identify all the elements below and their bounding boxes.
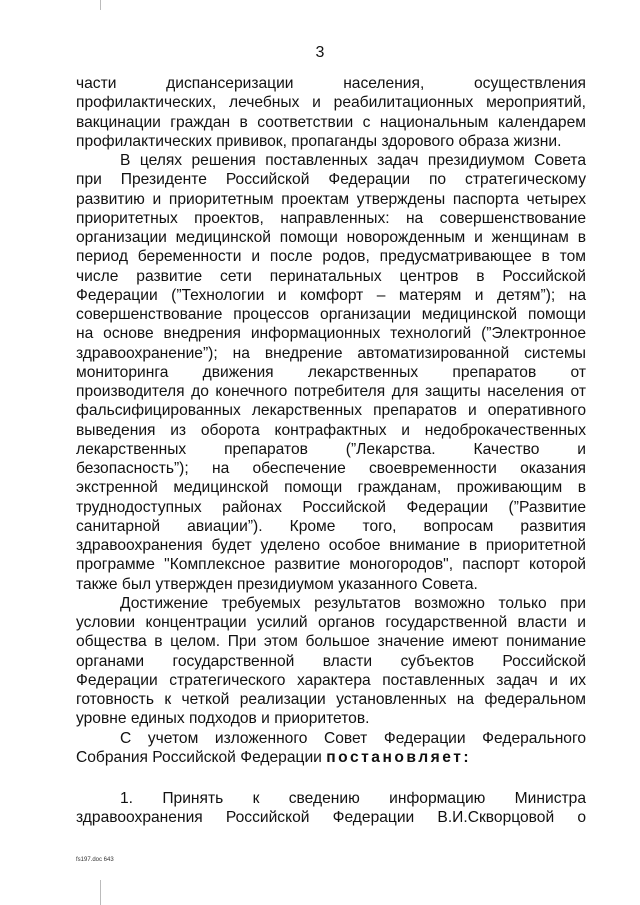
footer-file-code: fs197.doc 643 <box>76 857 114 863</box>
text-line: лекарственных препаратов (”Лекарства. Качество и <box>76 440 586 458</box>
main-paragraphs <box>76 74 586 748</box>
resolution-item-1 <box>76 789 586 828</box>
text-line: органами государственной власти субъектов Российской <box>76 652 586 670</box>
text-line: условии концентрации усилий органов государственной власти и <box>76 614 586 631</box>
text-line: здравоохранение”); на внедрение автоматизированной системы <box>76 344 586 362</box>
text-line: Достижение требуемых результатов возможно только при <box>120 594 586 612</box>
text-line: 1. Принять к сведению информацию Министра <box>120 790 586 807</box>
text-line: при Президенте Российской Федерации по стратегическому <box>76 171 586 189</box>
resolution-line <box>76 748 586 767</box>
scan-mark-top <box>100 0 101 10</box>
text-line: мониторинга движения лекарственных препаратов от <box>76 363 586 381</box>
resolution-prefix: Собрания Российской Федерации <box>76 748 327 766</box>
text-line: также был утвержден президиумом указанного Совета. <box>76 575 478 593</box>
scan-mark-bottom <box>100 880 101 905</box>
paragraph-gap <box>76 767 586 789</box>
text-line: труднодоступных районах Российской Федерации (”Развитие <box>76 498 586 516</box>
document-body <box>76 74 586 828</box>
text-line: Федерации стратегического характера поставленных задач и их <box>76 671 586 689</box>
text-line: программе "Комплексное развитие моногородов", паспорт которой <box>76 556 586 574</box>
text-line: период беременности и после родов, предусматривающее в том <box>76 248 586 266</box>
text-line: приоритетных проектов, направленных: на совершенствование <box>76 209 586 227</box>
text-line: организации медицинской помощи новорожденным и женщинам в <box>76 229 586 246</box>
text-line: профилактических прививок, пропаганды здорового образа жизни. <box>76 132 562 150</box>
text-line: готовность к четкой реализации установленных на федеральном <box>76 691 586 708</box>
page-number: 3 <box>315 44 325 61</box>
text-line: совершенствование процессов организации медицинской помощи <box>76 306 586 323</box>
text-line: на основе внедрения информационных технологий (”Электронное <box>76 325 586 343</box>
text-line: фальсифицированных лекарственных препаратов и оперативного <box>76 402 586 420</box>
text-line: числе развитие сети перинатальных центров в Российской <box>76 267 586 285</box>
text-line: Федерации (”Технологии и комфорт – матерям и детям”); на <box>76 286 586 304</box>
text-line: здравоохранения будет уделено особое внимание в приоритетной <box>76 537 586 554</box>
text-line: уровне единых подходов и приоритетов. <box>76 710 370 728</box>
text-line: санитарной авиации”). Кроме того, вопросам развития <box>76 517 586 535</box>
text-line: В целях решения поставленных задач президиумом Совета <box>120 152 586 169</box>
text-line: профилактических, лечебных и реабилитационных мероприятий, <box>76 94 586 112</box>
text-line: вакцинации граждан в соответствии с национальным календарем <box>76 113 586 131</box>
text-line: С учетом изложенного Совет Федерации Федерального <box>120 729 586 747</box>
text-line: производителя до конечного потребителя для защиты населения от <box>76 383 586 400</box>
text-line: безопасность”); на обеспечение своевременности оказания <box>76 460 586 477</box>
text-line: экстренной медицинской помощи гражданам, проживающим в <box>76 479 586 497</box>
text-line: общества в целом. При этом большое значение имеют понимание <box>76 633 586 651</box>
text-line: выведения из оборота контрафактных и недоброкачественных <box>76 421 586 439</box>
text-line: здравоохранения Российской Федерации В.И.Скворцовой о <box>76 809 586 827</box>
text-line: развитию и приоритетным проектам утверждены паспорта четырех <box>76 190 586 208</box>
text-line: части диспансеризации населения, осуществления <box>76 75 586 92</box>
resolution-keyword: постановляет: <box>326 748 472 766</box>
